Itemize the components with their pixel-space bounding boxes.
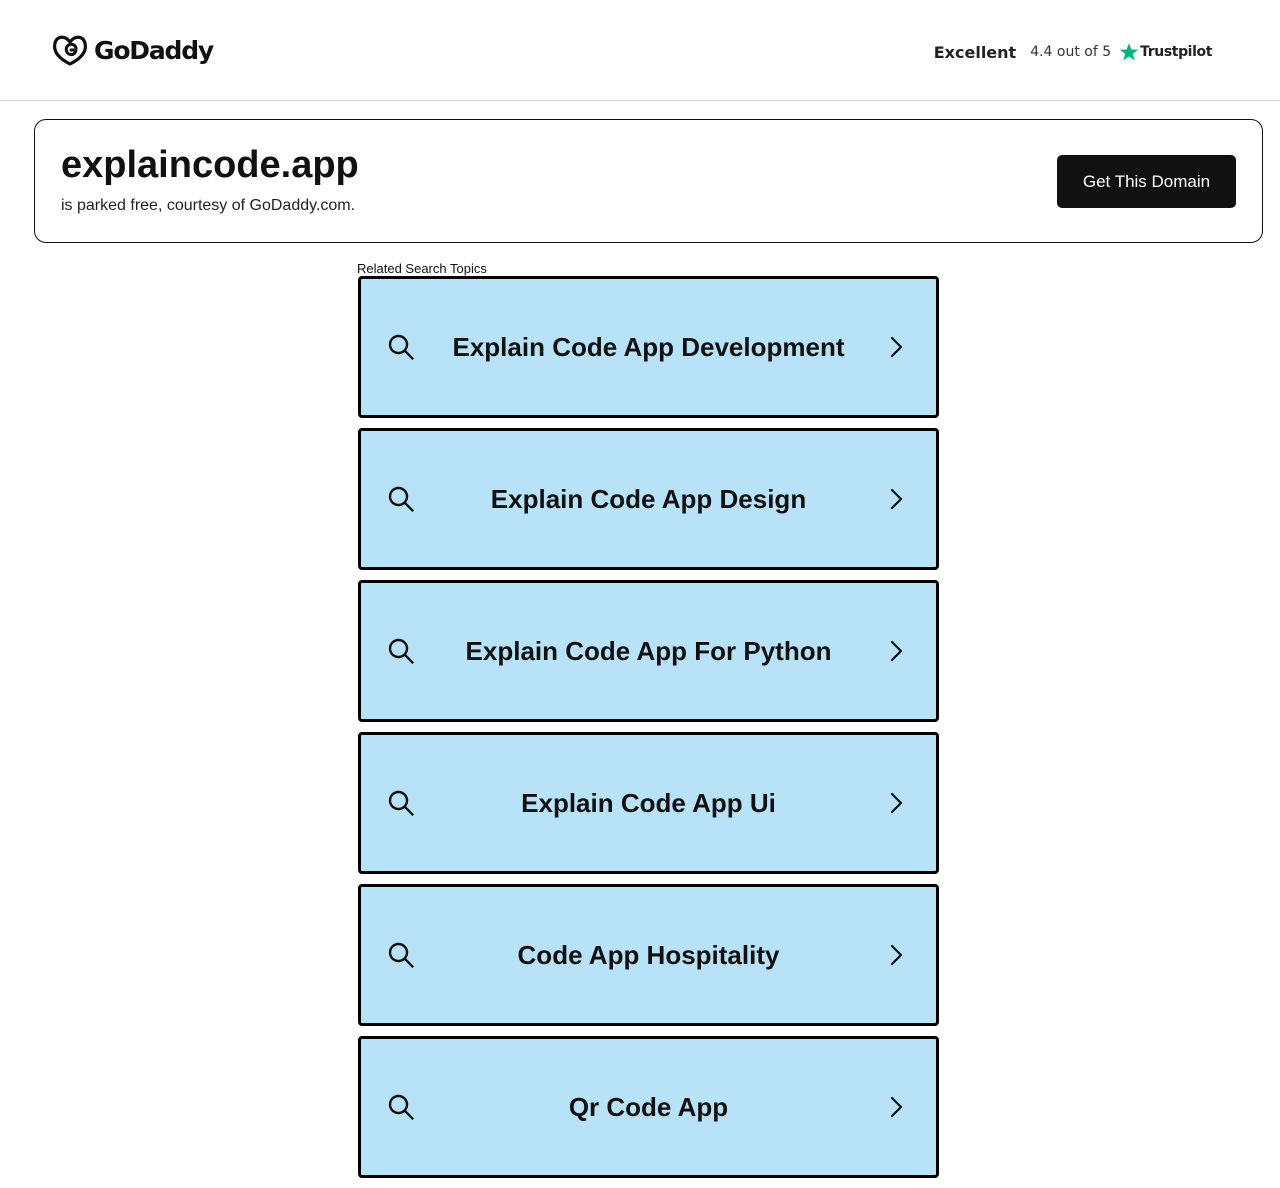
godaddy-logo-icon xyxy=(50,32,90,68)
topic-link[interactable] xyxy=(358,428,939,570)
site-header xyxy=(0,0,1280,101)
get-this-domain-button[interactable]: Get This Domain xyxy=(1057,155,1236,208)
logo-text: GoDaddy xyxy=(94,35,214,65)
topic-label: Explain Code App For Python xyxy=(465,635,832,666)
rating-word: Excellent xyxy=(933,42,1017,62)
godaddy-logo[interactable] xyxy=(50,32,213,68)
search-icon xyxy=(387,637,415,665)
search-icon xyxy=(387,1093,415,1121)
topic-label: Code App Hospitality xyxy=(517,939,780,970)
trustpilot-rating[interactable] xyxy=(934,42,1212,62)
topic-link[interactable] xyxy=(358,276,939,418)
topic-label: Explain Code App Development xyxy=(452,331,845,362)
topic-link[interactable] xyxy=(358,732,939,874)
topic-label: Explain Code App Design xyxy=(490,483,807,514)
topic-label: Explain Code App Ui xyxy=(521,787,776,818)
topic-link[interactable] xyxy=(358,1036,939,1178)
rating-score: 4.4 out of 5 xyxy=(1030,44,1112,60)
domain-subtitle: is parked free, courtesy of GoDaddy.com. xyxy=(61,197,356,214)
topic-label: Qr Code App xyxy=(568,1091,729,1122)
search-icon xyxy=(387,789,415,817)
domain-banner xyxy=(34,119,1263,243)
search-icon xyxy=(387,485,415,513)
search-icon xyxy=(387,333,415,361)
domain-name: explaincode.app xyxy=(61,144,359,186)
topic-link[interactable] xyxy=(358,580,939,722)
chevron-right-icon xyxy=(886,639,906,663)
trustpilot-star-icon xyxy=(1119,42,1139,62)
chevron-right-icon xyxy=(886,487,906,511)
chevron-right-icon xyxy=(886,335,906,359)
chevron-right-icon xyxy=(886,943,906,967)
trustpilot-label: Trustpilot xyxy=(1140,44,1212,60)
search-icon xyxy=(387,941,415,969)
topic-link[interactable] xyxy=(358,884,939,1026)
related-topics-list xyxy=(358,276,939,1188)
chevron-right-icon xyxy=(886,1095,906,1119)
related-search-topics-label: Related Search Topics xyxy=(357,261,487,276)
chevron-right-icon xyxy=(886,791,906,815)
